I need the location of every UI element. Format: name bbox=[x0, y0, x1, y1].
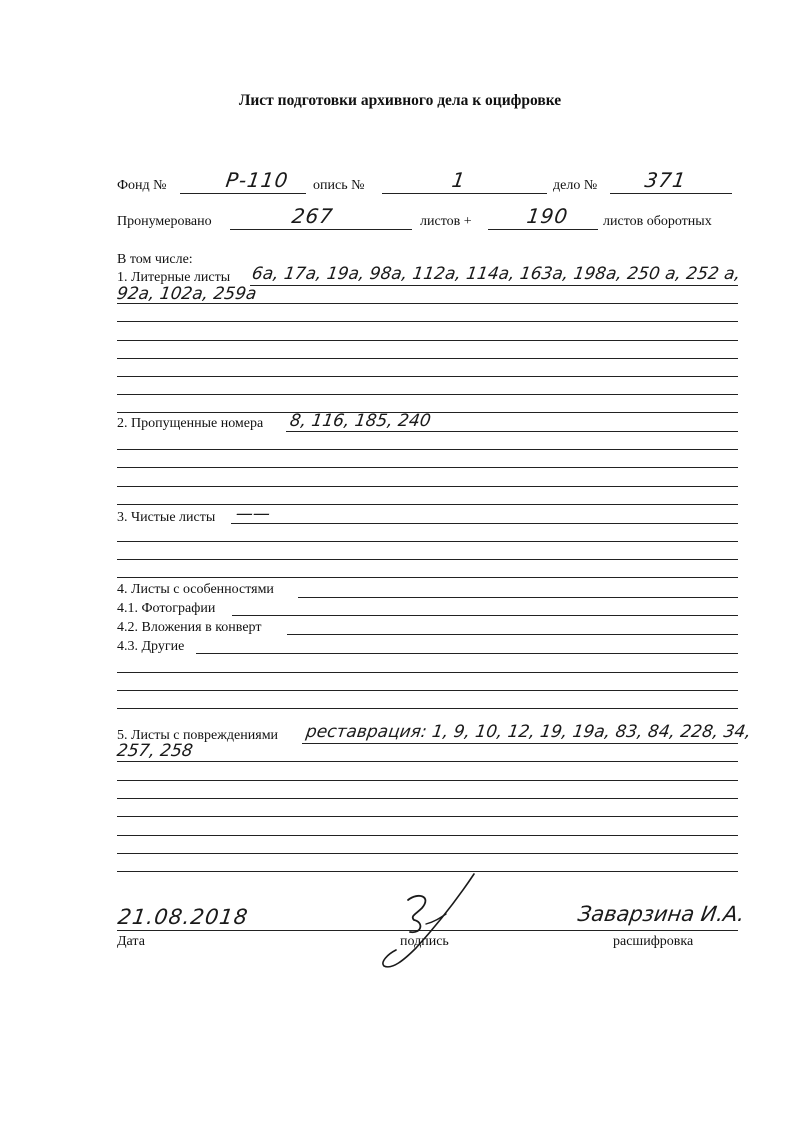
envelope-label: 4.2. Вложения в конверт bbox=[117, 620, 262, 635]
numbered-sheets-label: листов + bbox=[420, 214, 472, 229]
date-label: Дата bbox=[117, 934, 145, 949]
envelope-line bbox=[287, 634, 738, 635]
decoding-label: расшифровка bbox=[613, 934, 694, 949]
numbered-label: Пронумеровано bbox=[117, 214, 212, 229]
literal-label: 1. Литерные листы bbox=[117, 270, 231, 285]
literal-value-line2[interactable]: 92а, 102а, 259а bbox=[115, 284, 258, 304]
decoding-value[interactable]: Заварзина И.А. bbox=[576, 902, 747, 926]
other-line bbox=[117, 708, 738, 709]
damaged-value-line1[interactable]: реставрация: 1, 9, 10, 12, 19, 19а, 83, 84, 228, 34, bbox=[304, 722, 753, 742]
missing-line bbox=[117, 467, 738, 468]
literal-line bbox=[117, 340, 738, 341]
numbered-reverse-label: листов оборотных bbox=[603, 214, 712, 229]
fond-underline bbox=[180, 193, 306, 194]
delo-value[interactable]: 371 bbox=[643, 168, 688, 192]
numbered-sheets-value[interactable]: 267 bbox=[290, 204, 335, 228]
literal-value-line1[interactable]: 6а, 17а, 19а, 98а, 112а, 114а, 163а, 198а, 250 а, 252 а, bbox=[250, 264, 742, 284]
including-label: В том числе: bbox=[117, 252, 193, 267]
missing-line bbox=[117, 504, 738, 505]
missing-line bbox=[117, 449, 738, 450]
blank-line bbox=[117, 559, 738, 560]
blank-line bbox=[231, 523, 738, 524]
other-line bbox=[117, 672, 738, 673]
opis-value[interactable]: 1 bbox=[450, 168, 468, 192]
missing-label: 2. Пропущенные номера bbox=[117, 416, 264, 431]
literal-line bbox=[117, 394, 738, 395]
features-line bbox=[298, 597, 738, 598]
numbered-underline bbox=[230, 229, 412, 230]
blank-label: 3. Чистые листы bbox=[117, 510, 216, 525]
signature-label: подпись bbox=[400, 934, 449, 949]
damaged-line bbox=[117, 780, 738, 781]
literal-line bbox=[250, 285, 738, 286]
damaged-value-line2[interactable]: 257, 258 bbox=[115, 741, 195, 761]
damaged-line bbox=[117, 835, 738, 836]
opis-label: опись № bbox=[313, 178, 365, 193]
date-value[interactable]: 21.08.2018 bbox=[116, 905, 250, 929]
damaged-line bbox=[117, 816, 738, 817]
damaged-line bbox=[117, 853, 738, 854]
signature-icon bbox=[370, 870, 480, 975]
photos-line bbox=[232, 615, 738, 616]
fond-value[interactable]: Р-110 bbox=[224, 168, 291, 192]
form-title: Лист подготовки архивного дела к оцифровке bbox=[238, 92, 562, 109]
literal-line bbox=[117, 321, 738, 322]
other-line bbox=[196, 653, 738, 654]
blank-value[interactable]: —— bbox=[234, 504, 272, 524]
missing-line bbox=[286, 431, 738, 432]
reverse-underline bbox=[488, 229, 598, 230]
features-label: 4. Листы с особенностями bbox=[117, 582, 274, 597]
blank-line bbox=[117, 541, 738, 542]
delo-underline bbox=[610, 193, 732, 194]
missing-line bbox=[117, 486, 738, 487]
other-label: 4.3. Другие bbox=[117, 639, 185, 654]
other-line bbox=[117, 690, 738, 691]
damaged-line bbox=[302, 743, 738, 744]
damaged-line bbox=[117, 798, 738, 799]
delo-label: дело № bbox=[553, 178, 598, 193]
fond-label: Фонд № bbox=[117, 178, 167, 193]
literal-line bbox=[117, 376, 738, 377]
damaged-label: 5. Листы с повреждениями bbox=[117, 728, 279, 743]
opis-underline bbox=[382, 193, 547, 194]
blank-line bbox=[117, 577, 738, 578]
missing-value[interactable]: 8, 116, 185, 240 bbox=[288, 411, 432, 431]
damaged-line bbox=[117, 761, 738, 762]
numbered-reverse-value[interactable]: 190 bbox=[525, 204, 570, 228]
literal-line bbox=[117, 358, 738, 359]
photos-label: 4.1. Фотографии bbox=[117, 601, 216, 616]
